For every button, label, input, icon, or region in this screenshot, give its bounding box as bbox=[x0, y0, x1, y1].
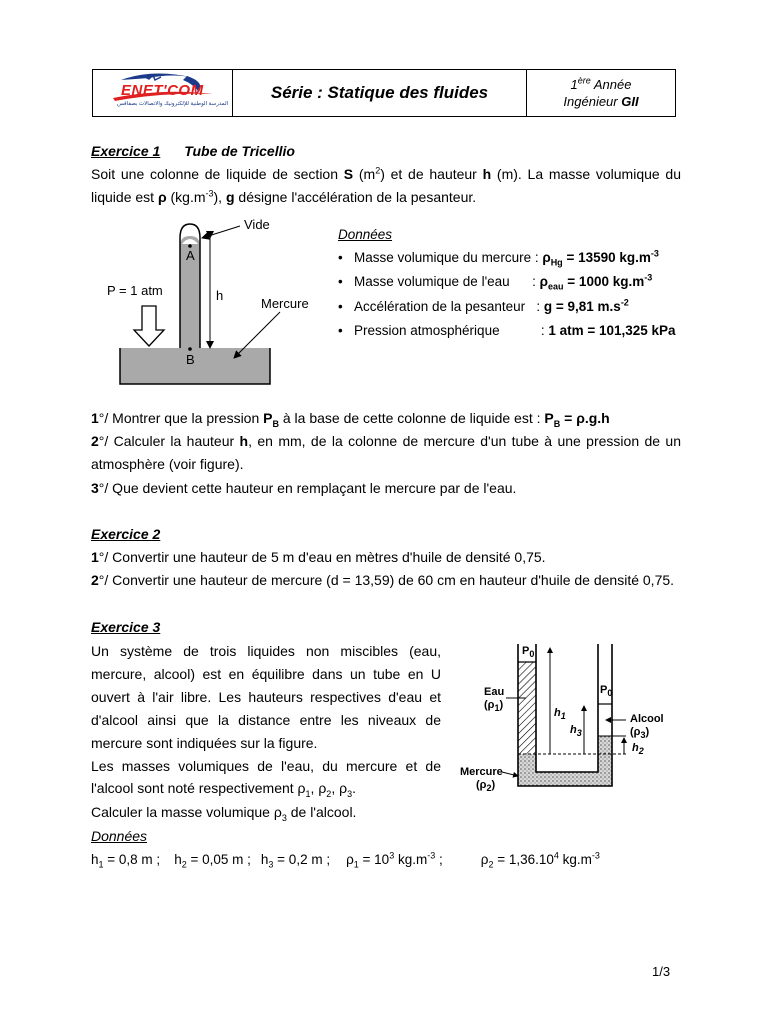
ex2-question-2 bbox=[91, 569, 681, 591]
text: B bbox=[553, 418, 561, 429]
fig3-eau-label: Eau bbox=[484, 686, 505, 698]
ex3-paragraph-line: Les masses volumiques de l'eau, du mercure et de bbox=[91, 758, 441, 774]
ex3-heading: Exercice 3 bbox=[91, 619, 161, 635]
level-cell bbox=[527, 70, 675, 116]
text: h bbox=[632, 742, 639, 754]
mercure-arrow-3 bbox=[502, 772, 518, 776]
text: 1 bbox=[91, 549, 99, 565]
text: 3 bbox=[281, 812, 287, 823]
text: °/ Que devient cette hauteur en remplaçant le mercure par de l'eau. bbox=[98, 480, 517, 496]
text: (m). La masse volumique du bbox=[491, 166, 681, 182]
text: h bbox=[91, 852, 99, 867]
water-column bbox=[518, 662, 536, 754]
donnee-value: = 1000 kg.m bbox=[563, 274, 645, 289]
text: = 0,2 m ; bbox=[273, 852, 331, 867]
fig3-p0-right bbox=[600, 684, 613, 699]
fig3-alcool-label: Alcool bbox=[630, 713, 664, 725]
u-tube-inner bbox=[536, 644, 598, 772]
fig1-a-label: A bbox=[186, 248, 195, 263]
text: °/ Calculer la hauteur bbox=[98, 433, 240, 449]
level-word: Année bbox=[590, 77, 632, 92]
text: S bbox=[343, 166, 354, 182]
text: 3 bbox=[640, 730, 646, 741]
text: , en mm, de la colonne de mercure d'un tube à une pression de un bbox=[248, 433, 682, 449]
text: -3 bbox=[205, 188, 214, 199]
text: 2 bbox=[375, 165, 381, 176]
ex1-intro-line2 bbox=[91, 186, 681, 208]
text: kg.m bbox=[558, 852, 592, 867]
fig1-b-label: B bbox=[186, 352, 195, 367]
text: l'alcool sont noté respectivement ρ bbox=[91, 780, 306, 796]
text: 1 bbox=[305, 788, 311, 799]
text: P bbox=[263, 410, 273, 426]
text: -3 bbox=[427, 850, 436, 861]
donnee-value bbox=[544, 299, 629, 314]
donnee-part: Masse volumique du mercure : bbox=[354, 250, 543, 265]
ex2-heading-line bbox=[91, 523, 681, 545]
text: Soit une colonne de liquide de section bbox=[91, 166, 344, 182]
ex1-question-2 bbox=[91, 430, 681, 452]
donnee-part: Pression atmosphérique : bbox=[354, 323, 549, 338]
text: de l'alcool. bbox=[286, 804, 357, 820]
text: kg.m bbox=[394, 852, 428, 867]
text: P bbox=[544, 410, 554, 426]
text: 2 bbox=[181, 859, 187, 870]
text: ; bbox=[435, 852, 443, 867]
text: 1 bbox=[98, 859, 104, 870]
text: , ρ bbox=[331, 780, 348, 796]
donnee-value: = 13590 kg.m bbox=[562, 250, 651, 265]
mercury-left bbox=[518, 754, 536, 786]
donnee-value bbox=[542, 248, 659, 268]
ex1-heading: Exercice 1 bbox=[91, 143, 161, 159]
bullet-icon: • bbox=[338, 274, 343, 289]
text: °/ Montrer que la pression bbox=[98, 410, 264, 426]
text: 3 bbox=[576, 728, 582, 739]
text: 1 bbox=[91, 410, 99, 426]
fig1-pressure-label: P = 1 atm bbox=[107, 283, 163, 298]
text: 4 bbox=[553, 850, 559, 861]
logo-text: ENET'COM bbox=[121, 82, 204, 99]
text: 2 bbox=[638, 746, 644, 757]
text: = 0,8 m ; bbox=[103, 852, 161, 867]
program-name: GII bbox=[621, 94, 639, 109]
text: 3 bbox=[268, 859, 274, 870]
fig3-mercure-label: Mercure bbox=[460, 766, 503, 778]
ex1-question-3 bbox=[91, 477, 681, 499]
fig3-rho1-label bbox=[484, 699, 504, 714]
text: désigne l'accélération de la pesanteur. bbox=[234, 189, 477, 205]
text: 0 bbox=[607, 688, 613, 699]
basin-mercury bbox=[120, 348, 270, 384]
donnee-sym: ρ bbox=[542, 250, 551, 265]
donnee-item bbox=[354, 271, 652, 293]
fig3-rho2-label bbox=[476, 779, 496, 794]
point-b bbox=[188, 347, 192, 351]
text: 1 bbox=[494, 703, 500, 714]
text: . bbox=[352, 780, 356, 796]
fig3-rho3-label bbox=[630, 726, 650, 741]
pressure-arrow-icon bbox=[134, 306, 164, 346]
text: à la base de cette colonne de liquide est : bbox=[278, 410, 545, 426]
donnee-value bbox=[539, 272, 653, 292]
donnee-sym: 1 atm = 101,325 kPa bbox=[548, 323, 676, 338]
ex2-question-1 bbox=[91, 546, 681, 568]
vide-arrow bbox=[202, 226, 240, 238]
text: 3 bbox=[91, 480, 99, 496]
ex3-paragraph-line: ouvert à l'air libre. Les hauteurs respectives d'eau et bbox=[91, 689, 441, 705]
ex1-subtitle: Tube de Tricellio bbox=[184, 143, 295, 159]
text: (kg.m bbox=[166, 189, 206, 205]
text: P bbox=[522, 645, 530, 657]
text: °/ Convertir une hauteur de mercure (d = 13,59) de 60 cm en hauteur d'huile de densité 0,75. bbox=[98, 572, 675, 588]
donnee-sup: -3 bbox=[644, 272, 653, 283]
donnee-sup: -2 bbox=[620, 297, 629, 308]
text: P bbox=[600, 684, 608, 696]
logo-subtext: المدرسة الوطنية للإلكترونيك والاتصالات بصفاقس bbox=[117, 101, 229, 107]
text: 0 bbox=[529, 649, 535, 660]
text: (ρ bbox=[476, 779, 487, 791]
text: h bbox=[570, 724, 577, 736]
fig3-p0-left bbox=[522, 645, 535, 660]
donnee-item bbox=[354, 247, 659, 269]
donnee-sub: Hg bbox=[550, 257, 563, 268]
text: , ρ bbox=[310, 780, 327, 796]
ex2-heading: Exercice 2 bbox=[91, 526, 161, 542]
fig1-mercure-label: Mercure bbox=[261, 296, 309, 311]
donnee-sup: -3 bbox=[650, 248, 659, 259]
donnee-sym: ρ bbox=[539, 274, 549, 289]
ex3-donnees-title: Données bbox=[91, 828, 148, 844]
text: ρ bbox=[346, 852, 354, 867]
text: (m bbox=[353, 166, 376, 182]
text: liquide est bbox=[91, 189, 158, 205]
ex1-title-line bbox=[91, 140, 681, 162]
text: h bbox=[482, 166, 492, 182]
text: ) bbox=[499, 699, 504, 711]
text: 3 bbox=[389, 850, 395, 861]
text: -3 bbox=[591, 850, 600, 861]
text: 2 bbox=[486, 783, 492, 794]
text: = 0,05 m ; bbox=[186, 852, 251, 867]
text: °/ Convertir une hauteur de 5 m d'eau en mètres d'huile de densité 0,75. bbox=[98, 549, 546, 565]
text: ) bbox=[645, 726, 650, 738]
ex1-question-2-cont: atmosphère (voir figure). bbox=[91, 456, 244, 472]
text: ρ bbox=[157, 189, 167, 205]
text: 2 bbox=[326, 788, 332, 799]
text: (ρ bbox=[630, 726, 641, 738]
ex3-line7 bbox=[91, 777, 446, 799]
fig3-h1-label bbox=[554, 707, 566, 722]
program-prefix: Ingénieur bbox=[563, 94, 622, 109]
donnee-sym: g bbox=[543, 299, 553, 314]
text: B bbox=[272, 418, 279, 429]
series-title: Série : Statique des fluides bbox=[233, 70, 527, 116]
text: = ρ.g.h bbox=[560, 410, 610, 426]
text: 2 bbox=[91, 433, 99, 449]
ex1-donnees-title: Données bbox=[338, 227, 393, 242]
text: = 10 bbox=[358, 852, 390, 867]
mercury-right bbox=[598, 736, 612, 786]
ex3-paragraph-line: Un système de trois liquides non miscibles (eau, bbox=[91, 643, 441, 659]
text: 2 bbox=[488, 859, 494, 870]
fig1-h-label: h bbox=[216, 288, 224, 303]
ex3-paragraph-line: d'alcool ainsi que la distance entre les niveaux de bbox=[91, 712, 441, 728]
donnee-sub: eau bbox=[548, 281, 564, 292]
text: ) et de hauteur bbox=[380, 166, 483, 182]
text: ) bbox=[491, 779, 496, 791]
text: Calculer la masse volumique ρ bbox=[91, 804, 282, 820]
donnee-value bbox=[548, 323, 675, 338]
text: ), bbox=[213, 189, 226, 205]
bullet-icon: • bbox=[338, 323, 343, 338]
text: = 1,36.10 bbox=[493, 852, 554, 867]
donnee-item bbox=[354, 296, 629, 318]
page-number: 1/3 bbox=[652, 964, 671, 979]
text: (ρ bbox=[484, 699, 495, 711]
text: ρ bbox=[480, 852, 489, 867]
bullet-icon: • bbox=[338, 250, 343, 265]
logo-cell bbox=[93, 70, 233, 116]
donnee-value: = 9,81 m.s bbox=[552, 299, 621, 314]
ex3-paragraph-line: mercure, alcool) est en équilibre dans un tube en U bbox=[91, 666, 441, 682]
text: 1 bbox=[560, 711, 566, 722]
fig3-h2-label bbox=[632, 742, 644, 757]
donnee-item bbox=[354, 320, 676, 342]
donnee-part: Accélération de la pesanteur : bbox=[354, 299, 544, 314]
text: h bbox=[260, 852, 269, 867]
level-number: 1 bbox=[570, 77, 578, 92]
bullet-icon: • bbox=[338, 299, 343, 314]
header-table bbox=[92, 69, 676, 117]
fig3-h3-label bbox=[570, 724, 582, 739]
level-sup: ère bbox=[577, 75, 591, 86]
ex3-heading-line bbox=[91, 616, 681, 638]
fig1-vide-label: Vide bbox=[244, 217, 270, 232]
ex3-donnees-values bbox=[91, 849, 681, 871]
ex3-line8 bbox=[91, 801, 681, 823]
text: 2 bbox=[91, 572, 99, 588]
text: g bbox=[225, 189, 235, 205]
text: h bbox=[174, 852, 182, 867]
donnee-part: Masse volumique de l'eau : bbox=[354, 274, 540, 289]
text: h bbox=[554, 707, 561, 719]
ex1-question-1 bbox=[91, 407, 681, 429]
text: h bbox=[239, 433, 249, 449]
text: 3 bbox=[347, 788, 353, 799]
mercury-bottom bbox=[536, 772, 598, 786]
ex1-intro-line1 bbox=[91, 163, 681, 185]
text: 1 bbox=[353, 859, 359, 870]
ex3-paragraph-line: mercure sont indiquées sur la figure. bbox=[91, 735, 318, 751]
